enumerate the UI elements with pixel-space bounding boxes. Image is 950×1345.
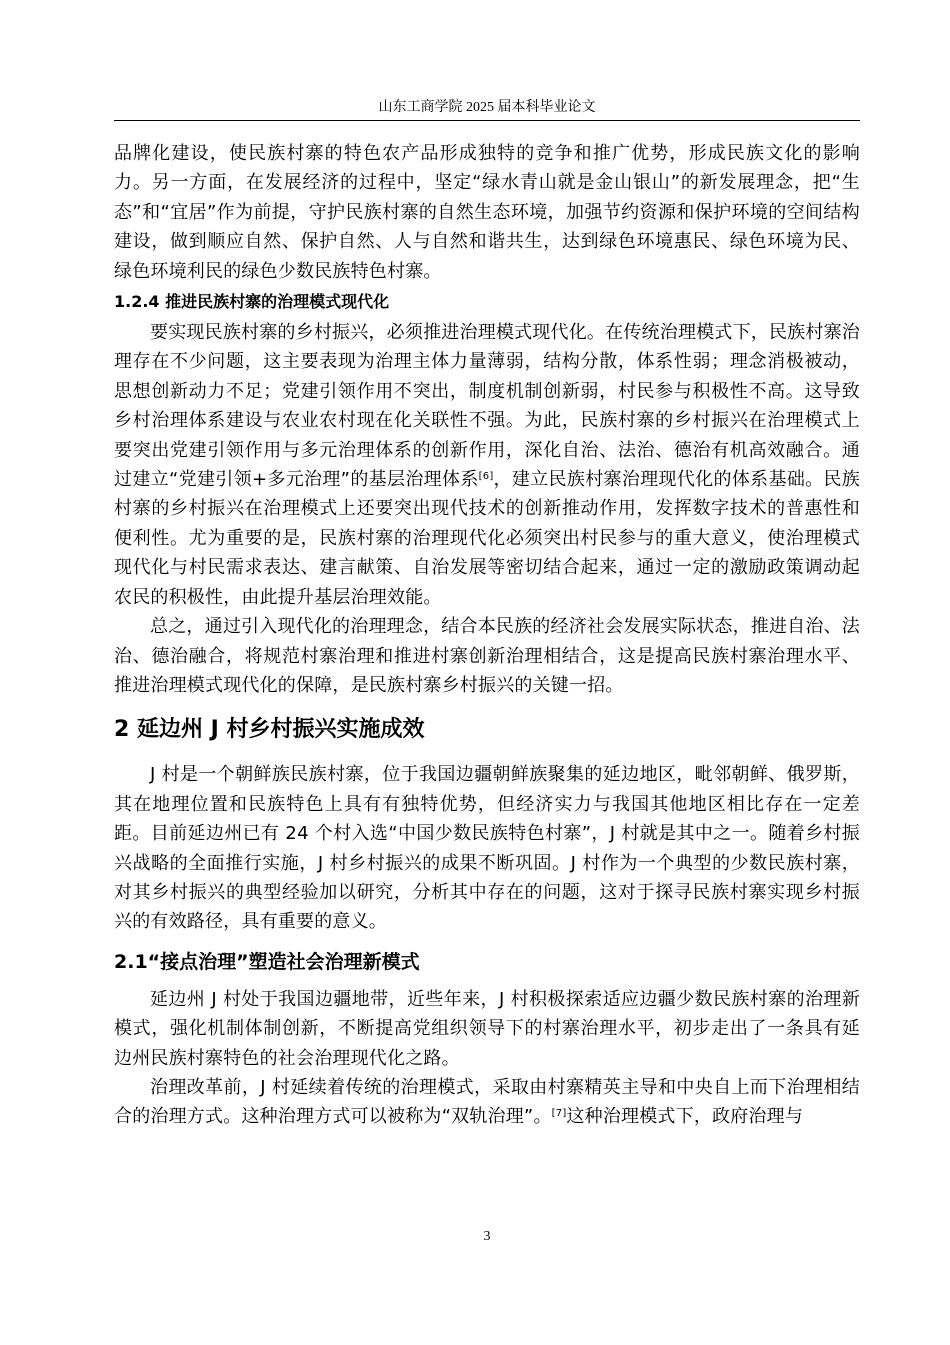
page-number: 3 xyxy=(483,1229,491,1244)
section-heading-1-2-4: 1.2.4 推进民族村寨的治理模式现代化 xyxy=(114,292,390,312)
paragraph-text-continued: ，建立民族村寨治理现代化的体系基础。民族村寨的乡村振兴在治理模式上还要突出现代技术的创新推动作用，发挥数字技术的普惠性和便利性。尤为重要的是，民族村寨的治理现代化必须突出村民参与的重大意义，使治理模式现代化与村民需求表达、建言献策、自治发展等密切结合起来，通过一定的激励政策调动起农民的积极性，由此提升基层治理效能。 xyxy=(114,469,861,608)
document-body xyxy=(114,139,860,1132)
header-rule xyxy=(114,120,860,121)
paragraph-intro: 品牌化建设，使民族村寨的特色农产品形成独特的竞争和推广优势，形成民族文化的影响力。另一方面，在发展经济的过程中，坚定“绿水青山就是金山银山”的新发展理念，把“生态”和“宜居”作为前提，守护民族村寨的自然生态环境，加强节约资源和保护环境的空间结构建设，做到顺应自然、保护自然、人与自然和谐共生，达到绿色环境惠民、绿色环境为民、绿色环境利民的绿色少数民族特色村寨。 xyxy=(114,143,860,282)
citation-6[interactable]: [6] xyxy=(478,471,494,483)
paragraph-new-model: 延边州 J 村处于我国边疆地带，近些年来，J 村积极探索适应边疆少数民族村寨的治理新模式，强化机制体制创新，不断提高党组织领导下的村寨治理水平，初步走出了一条具有延边州民族村寨特色的社会治理现代化之路。 xyxy=(114,988,860,1069)
page-header: 山东工商学院 2025 届本科毕业论文 xyxy=(378,100,596,115)
section-heading-2-1: 2.1“接点治理”塑造社会治理新模式 xyxy=(114,950,420,973)
paragraph-summary: 总之，通过引入现代化的治理理念，结合本民族的经济社会发展实际状态，推进自治、法治、德治融合，将规范村寨治理和推进村寨创新治理相结合，这是提高民族村寨治理水平、推进治理模式现代化的保障，是民族村寨乡村振兴的关键一招。 xyxy=(114,616,860,696)
paragraph-text-continued: 这种治理模式下，政府治理与 xyxy=(566,1106,804,1128)
paragraph-dual-track xyxy=(114,1073,860,1132)
paragraph-text: 治理改革前，J 村延续着传统的治理模式，采取由村寨精英主导和中央自上而下治理相结合的治理方式。这种治理方式可以被称为“双轨治理”。 xyxy=(114,1076,860,1128)
chapter-heading-2: 2 延边州 J 村乡村振兴实施成效 xyxy=(114,717,425,743)
paragraph-village-intro: J 村是一个朝鲜族民族村寨，位于我国边疆朝鲜族聚集的延边地区，毗邻朝鲜、俄罗斯，其在地理位置和民族特色上具有有独特优势，但经济实力与我国其他地区相比存在一定差距。目前延边州已有 24 个村入选“中国少数民族特色村寨”，J 村就是其中之一。随着乡村振兴战略的全面推行实施，J 村乡村振兴的成果不断巩固。J 村作为一个典型的少数民族村寨，对其乡村振兴的典型经验加以研究，分析其中存在的问题，这对于探寻民族村寨实现乡村振兴的有效路径，具有重要的意义。 xyxy=(114,764,860,933)
paragraph-text: 要实现民族村寨的乡村振兴，必须推进治理模式现代化。在传统治理模式下，民族村寨治理存在不少问题，这主要表现为治理主体力量薄弱，结构分散，体系性弱；理念消极被动，思想创新动力不足；党建引领作用不突出，制度机制创新弱，村民参与积极性不高。这导致乡村治理体系建设与农业农村现在化关联性不强。为此，民族村寨的乡村振兴在治理模式上要突出党建引领作用与多元治理体系的创新作用，深化自治、法治、德治有机高效融合。通过建立“党建引领+多元治理”的基层治理体系 xyxy=(114,322,860,491)
citation-7[interactable]: [7] xyxy=(551,1108,567,1120)
paragraph-governance-modernization xyxy=(114,318,860,612)
